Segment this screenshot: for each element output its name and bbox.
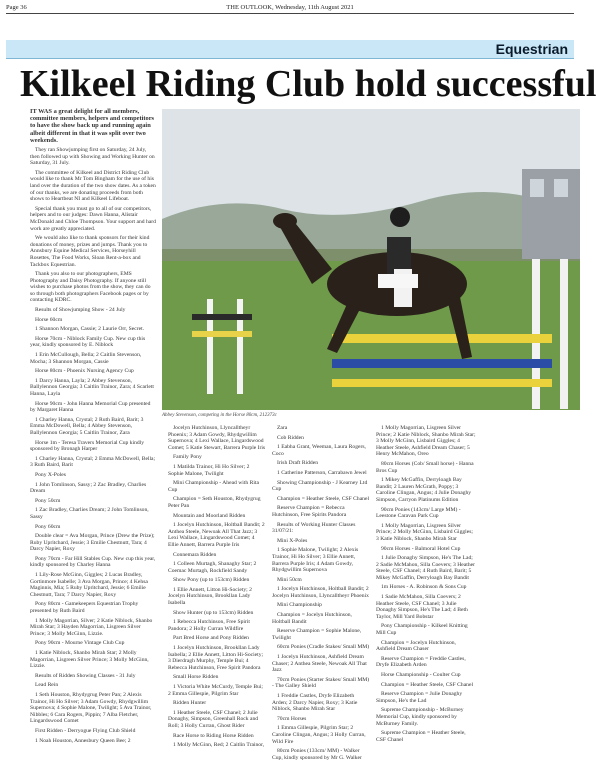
page-number: Page 36 [6, 4, 27, 11]
article-paragraph: 1 Molly Magorrian, Silver; 2 Katie Niblock, Shanbo Mirah Star; 3 Hayden Magorrian, Lisgreen Silver Prince; 3 Molly McGinn, Lizzie. [30, 617, 153, 637]
article-paragraph: 1 Jocelyn Hutchinson, Holtball Bandit; 2 Jocelyn Hutchinson, Llyncalltheyr Phoenix [272, 586, 369, 599]
article-paragraph: 1 Sophie Malone, Twilight; 2 Alexis Trainor, Hi Ho Silver; 3 Ellie Annett, Barrera Purple Iris; 4 Adam Gowdy, Rhydgwillim Supernova [272, 547, 359, 574]
article-paragraph: Double clear = Ava Morgan, Prince (Drew the Prize); Ruby Upritchard, Jessie; 3 Emilie Chestnutt, Tara; 4 Darcy Napier, Roxy [30, 533, 155, 553]
article-paragraph: Pony 50cm [35, 497, 61, 504]
article-paragraph: We would also like to thank sponsors for their kind donations of money, prizes and jumps. Thank you to Annsbury Equine Medical Services, Horseyhill Rosettes, The Food Works, Sloan Rent-a-box and Tackbox Equestrian. [30, 235, 150, 268]
article-paragraph: 1 Colleen Murtagh, Shanaghy Star; 2 Coemac Murtagh, Rockfield Sandy [168, 561, 257, 574]
article-paragraph: 1 Jocelyn Hutchinson, Brookllan Lady Isabella; 2 Ellie Annett, Litton Hi-Society; 3 Dierdragh Murphy, Temple Bui; 4 Rebecca Hutchinson, Free Spirit Pandora [168, 645, 264, 671]
article-paragraph: Zara [277, 425, 288, 431]
article-paragraph: 60cm Ponies (Cradle Stakes/ Small MM) [277, 644, 370, 651]
article-paragraph: Horse 60cm [35, 316, 63, 323]
article-paragraph: Mini 50cm [277, 576, 302, 583]
photo-caption: Abbey Stevenson, competing in the Horse 80cm, 212373c [162, 413, 277, 418]
article-paragraph: 90cm Horses - Balmoral Hotel Cup [381, 545, 461, 552]
article-lead: IT WAS a great delight for all members, committee members, helpers and competitors to have the show back up and running again albeit different in that it was split over two weekends. [30, 108, 155, 144]
article-paragraph: 70cm Horses [277, 715, 307, 722]
article-paragraph: 1 Charley Hanna, Crystal; 2 Emma McDowell, Bella; 3 Ruth Baird, Barit [30, 455, 156, 469]
article-paragraph: 1 Charley Hanna, Crystal; 2 Ruth Baird, Barit; 3 Emma McDowell, Bella; 4 Abbey Stevenson, Ballylennon Georgia; 5 Caitlin Trainor, Zara [30, 416, 144, 436]
article-photo [162, 109, 580, 410]
article-paragraph: Horse 80cm - Phoenix Nursing Agency Cup [35, 368, 134, 375]
article-paragraph: Jocelyn Hutchinson, Llyncalltheyr Phoenix; 3 Adam Gowdy, Rhydgwillim Supernova; 4 Lexi Wallace, Lingardswood Comet; 5 Katie Stewart, Barrera Purple Iris [168, 425, 266, 451]
article-paragraph: 1 Freddie Castles, Dryfe Elizabeth Arden; 2 Darcy Napier, Roxy; 3 Katie Niblock, Shanbo Mirah Star [272, 693, 358, 713]
headline: Kilkeel Riding Club hold successful [20, 63, 596, 105]
horse-jumping-photo [162, 109, 580, 410]
article-paragraph: Mini X-Poles [277, 537, 308, 544]
article-paragraph: 1 Matilda Trainor, Hi Ho Silver; 2 Sophie Malone, Twilight [168, 463, 250, 477]
article-paragraph: Champion = Jocelyn Hutchinson, Holtball Bandit [272, 612, 352, 625]
article-paragraph: 1 Molly Magorrian, Lisgreen Silver Prince; 2 Molly McGinn, Lisbaird Giggles; 3 Katie Niblock, Shanbo Mirah Star [376, 522, 473, 542]
article-paragraph: 1 Heather Steele, CSF Chanel; 2 Julie Donaghy, Simpson, Greenhall Rock and Roll; 3 Holly Curran, Ghost Rider [168, 709, 259, 729]
article-paragraph: The committee of Kilkeel and District Riding Club would like to thank Mr Tom Bingham for the use of his land over the duration of the two show dates. As a token of our thanks, we are donating proceeds from both shows to Heartbeat NI and Kilkeel Lifeboat. [30, 169, 156, 203]
article-paragraph: 1 John Tomlinson, Sassy; 2 Zac Bradley, Charlies Dream [30, 481, 147, 495]
article-paragraph: 1 Mikey McGaffin, Derryloagh Bay Bandit; 2 Lauren McGrath, Poppy; 3 Caroline Clingan, Angus; 4 Julie Donaghy Simpson, Carryon Platinums Edition [376, 477, 472, 503]
article-paragraph: Champion = Heather Steele, CSF Chanel [381, 681, 474, 688]
article-paragraph: 1 Lily-Rose McGinn, Giggles; 2 Lucas Bradley, Gortinmore Isabelle; 3 Ava Morgan, Prince; 4 Kehsa Maginnis, Mia; 5 Ruby Upritchard, Jessie; 6 Emilie Chestnutt, Tara; 7 Darcy Napier, Roxy [30, 572, 148, 598]
article-paragraph: 1 Erin McCullough, Bella; 2 Caitlin Stevenson, Mocha; 3 Shannon Morgan, Cassie [30, 352, 142, 365]
article-paragraph: Champion = Heather Steele, CSF Chanel [277, 495, 370, 502]
article-paragraph: Results of Ridden Showing Classes - 31 July [35, 672, 136, 679]
article-paragraph: Champion = Jocelyn Hutchinson, Ashfield Dream Chaser [376, 639, 456, 653]
article-paragraph: Special thank you must go to all of our competitors, helpers and to our judges: Dawn Hanna, Alistair McDonald and Chloe Thompson. Your support and hard work are greatly appreciated. [30, 205, 156, 232]
article-paragraph: Results of Working Hunter Classes 31/07/21: [272, 521, 356, 535]
article-paragraph: 1 Rebecca Hutchinson, Free Spirit Pandora; 2 Holly Curran Wildfire [168, 619, 250, 632]
article-paragraph: They ran Showjumping first on Saturday, 24 July, then followed up with Showing and Working Hunter on Saturday, 31 July. [30, 147, 155, 167]
article-paragraph: 90cm Ponies (143cm/ Large MM) - Leestone Caravan Park Cup [376, 506, 461, 520]
article-paragraph: 80cm Horses (Cob/ Small horse) - Hanna Bros Cup [376, 460, 474, 474]
section-label: Equestrian [495, 41, 568, 57]
article-paragraph: Horse Championship - Coulter Cup [381, 672, 461, 678]
article-paragraph: 70cm Ponies (Starter Stakes/ Small MM) - The Galley Shield [272, 676, 370, 690]
article-paragraph: 80cm Ponies (133cm/ MM) - Walker Cup, kindly sponsored by Mr G. Walker [272, 748, 362, 761]
article-paragraph: Thank you also to our photographers, EMS Photography and Daisy Photography. If anyone still wishes to purchase photos from the show, they can do so through both photographers Facebook pages or by contacting KDRC. [30, 271, 151, 304]
article-paragraph: Reserve Champion = Julie Donaghy Simpson, He's the Lad [376, 691, 463, 704]
article-paragraph: 1 Emma Gillespie, Pilgrim Star; 2 Caroline Clingan, Angus; 3 Holly Curran, Wild Fire [272, 725, 366, 745]
article-paragraph: Mini Championship - Ahead with Rita Cup [168, 480, 259, 493]
article-paragraph: 1 Shannon Morgan, Cassie; 2 Laurie Orr, Secret. [35, 326, 145, 333]
article-paragraph: 1 Zac Bradley, Charlies Dream; 2 John Tomlinson, Sassy [30, 507, 149, 520]
article-paragraph: 1 Noah Houston, Annesbury Queen Bee; 2 [35, 737, 131, 744]
page-header [6, 2, 574, 14]
article-paragraph: 1 Katie Niblock, Shanbo Mirah Star; 2 Molly Magorrian, Lisgreen Silver Prince; 3 Molly McGinn, Lizzie. [30, 650, 149, 670]
article-column-2 [168, 425, 266, 749]
article-paragraph: 1 Molly Magorrian, Lisgreen Silver Prince; 2 Katie Niblock, Shanbo Mirah Star; 3 Molly McGinn, Lisbaird Giggles; 4 Heather Steele, Ashfield Dream Chaser; 5 Henry McMahon, Oreo [376, 425, 476, 458]
article-paragraph: Part Bred Horse and Pony Ridden [173, 635, 249, 642]
section-band [6, 40, 574, 59]
article-paragraph: 1 Sadie McMahon, Silla Coevers; 2 Heather Steele, CSF Chanel; 3 Julie Donaghy Simpson, He's The Lad; 4 Beth Taylor, Mill Yard Bobstar [376, 594, 468, 620]
article-paragraph: 1 Eabha Grant, Weeman, Laura Rogers, Coco [272, 444, 366, 457]
article-paragraph: Supreme Championship - McBurney Memorial Cup, kindly sponsored by McBurney Family. [376, 707, 464, 727]
article-paragraph: 1 Ellie Annett, Litton Hi-Society; 2 Jocelyn Hutchinson, Brookllan Lady Isabella [168, 586, 252, 607]
article-paragraph: 1 Jocelyn Hutchinson, Ashfield Dream Chaser; 2 Anthea Steele, Newoak All That Jazz [272, 654, 367, 674]
article-column-4 [376, 425, 476, 743]
article-paragraph: 1 Catherine Patterson, Carrabawn Jewel [277, 469, 367, 476]
article-column-1 [30, 108, 156, 744]
article-paragraph: Horse 1m - Teresa Travers Memorial Cup kindly sponsored by Bronagh Harper [30, 439, 145, 453]
article-paragraph: Connemara Ridden [173, 551, 217, 558]
article-paragraph: Reserve Champion = Sophie Malone, Twilight [272, 628, 362, 641]
article-paragraph: Reserve Champion = Rebecca Hutchinson, Free Spirits Pandora [272, 505, 347, 518]
article-paragraph: Pony 90cm - Mourne Vintage Club Cup [35, 640, 125, 647]
article-paragraph: 1 Darcy Hanna, Layla; 2 Abbey Stevenson, Ballylennon Georgia; 3 Caitlin Trainor, Zara; 4 Scarlett Hanna, Layla [30, 377, 154, 398]
article-paragraph: Pony Championship - Kilkeel Knitting Mill Cup [376, 623, 468, 637]
article-paragraph: Lead Rein [35, 682, 59, 689]
article-paragraph: Showing Championship - J Kearney Ltd Cup [272, 479, 368, 493]
article-paragraph: 1 Molly McGinn, Red; 2 Caitlin Trainor, [173, 742, 265, 749]
article-paragraph: Mountain and Moorland Ridden [173, 512, 246, 519]
article-paragraph: Horse 90cm - John Hanna Memorial Cup presented by Margaret Hanna [30, 400, 151, 414]
article-paragraph: First Ridden - Derryogue Flying Club Shield [35, 727, 136, 734]
article-paragraph: Results of Showjumping Show - 24 July [35, 307, 126, 314]
article-paragraph: Horse 70cm - Niblock Family Cup. New cup this year, kindly sponsored by E. Niblock [30, 335, 146, 349]
article-paragraph: Pony 60cm [35, 523, 61, 530]
article-column-3 [272, 425, 370, 761]
article-paragraph: 1 Jocelyn Hutchinson, Holtball Bandit; 2 Anthea Steele, Newoak All That Jazz; 3 Lexi Wallace, Lingardswood Comet; 4 Ellie Annett, Barrera Purple Iris [168, 522, 265, 548]
article-paragraph: Ridden Hunter [173, 700, 207, 707]
article-paragraph: 1m Horses - A. Robinson & Sons Cup [381, 584, 467, 591]
article-paragraph: Pony 80cm - Gamekeepers Equestrian Trophy presented by Ruth Baird [30, 601, 139, 615]
paper-dateline: THE OUTLOOK, Wednesday, 11th August 2021 [226, 4, 354, 11]
article-paragraph: Supreme Champion = Heather Steele, CSF Chanel [376, 730, 466, 743]
article-paragraph: Mini Championship [277, 602, 322, 609]
article-paragraph: Champion = Seth Houston, Rhydygrug Peter Pan [168, 496, 261, 509]
article-paragraph: Small Horse Ridden [173, 674, 219, 681]
article-paragraph: 1 Seth Houston, Rhydygrug Peter Pan; 2 Alexis Trainor, Hi Ho Silver; 3 Adam Gowdy, Rhydgwillim Supernova; 4 Sophie Malone, Twilight; 5 Ava Trainor, Nibbles; 6 Cara Rogers, Pippin; 7 Alba Fletcher, Lingardswood Comet [30, 691, 152, 725]
article-paragraph: 1 Victoria White McCurdy, Temple Bui; 2 Emma Gillespie, Pilgrim Star [168, 684, 263, 697]
article-paragraph: Pony X-Poles [35, 471, 66, 478]
article-paragraph: Reserve Champion = Freddie Castles, Dryfe Elizabeth Arden [376, 655, 466, 669]
article-paragraph: Show Hunter (up to 153cm) Ridden [173, 609, 254, 616]
article-paragraph: Pony 70cm - Far Hill Stables Cup. New cup this year, kindly sponsored by Charley Hanna [30, 555, 156, 569]
article-paragraph: Irish Draft Ridden [277, 460, 319, 467]
article-paragraph: Cob Ridden [277, 434, 304, 441]
article-paragraph: Show Pony (up to 153cm) Ridden [173, 577, 250, 584]
article-paragraph: Family Pony [173, 454, 202, 461]
article-paragraph: 1 Julie Donaghy Simpson, He's The Lad; 2 Sadie McMahon, Silla Coevers; 3 Heather Steele, CSF Chanel; 4 Ruth Baird, Barit; 5 Mikey McGaffin, Derryloagh Bay Bandit [376, 555, 475, 581]
article-paragraph: Race Horse to Riding Horse Ridden [173, 732, 254, 739]
